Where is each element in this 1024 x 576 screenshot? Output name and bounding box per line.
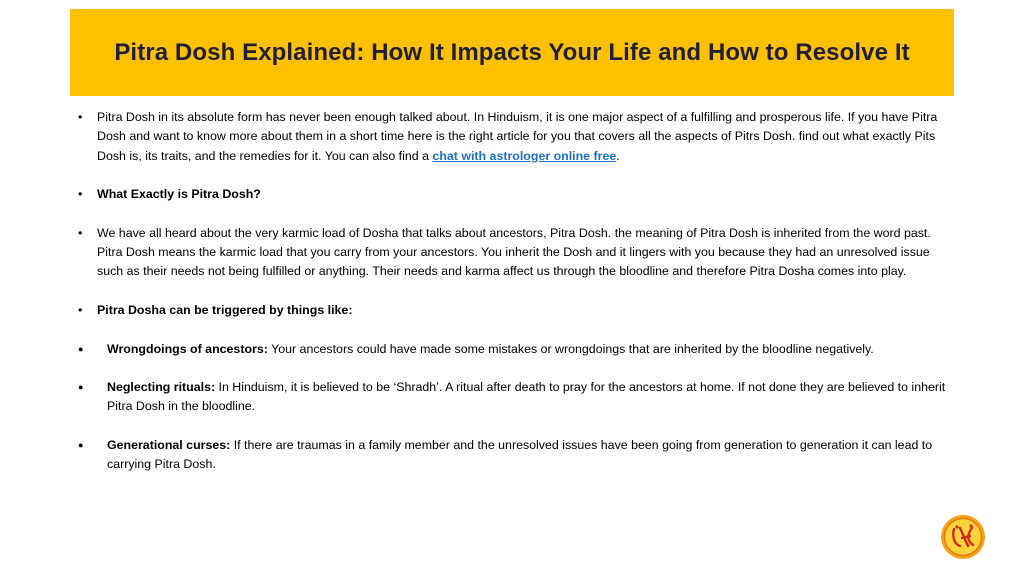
page-title: Pitra Dosh Explained: How It Impacts Your Life and How to Resolve It	[114, 38, 910, 66]
bullet-marker: •	[78, 302, 83, 317]
heading-what-is	[78, 185, 950, 204]
heading-triggers	[78, 301, 950, 320]
bullet-marker: •	[78, 110, 83, 124]
slide-content	[78, 108, 950, 475]
intro-paragraph	[78, 108, 950, 166]
trigger-item	[78, 436, 950, 475]
sub-bullet-marker: ●	[78, 343, 84, 354]
bullet-marker: •	[78, 187, 83, 202]
heading-triggers-text: Pitra Dosha can be triggered by things like:	[97, 302, 353, 317]
meaning-paragraph	[78, 224, 950, 282]
trigger-item	[78, 378, 950, 417]
trigger-text: Your ancestors could have made some mistakes or wrongdoings that are inherited by the bloodline negatively.	[267, 341, 874, 356]
intro-text: Pitra Dosh in its absolute form has never been enough talked about. In Hinduism, it is one major aspect of a fulfilling and prosperous life. If you have Pitra Dosh and want to know more about them in a short time here is the right article for you that covers all the aspects of Pitrs Dosh. find out what exactly Pits Dosh is, its traits, and the remedies for it. You can also find a	[97, 110, 938, 163]
trigger-label: Generational curses:	[107, 438, 231, 453]
intro-text-end: .	[616, 148, 620, 163]
heading-what-is-text: What Exactly is Pitra Dosh?	[97, 187, 261, 202]
chat-astrologer-link[interactable]: chat with astrologer online free	[432, 148, 617, 163]
astrology-logo-icon	[940, 514, 986, 560]
title-banner	[70, 9, 954, 96]
trigger-label: Wrongdoings of ancestors:	[107, 341, 268, 356]
trigger-text: In Hinduism, it is believed to be ‘Shradh’. A ritual after death to pray for the ancestors at home. If not done they are believed to inherit Pitra Dosh in the bloodline.	[107, 380, 946, 414]
sub-bullet-marker: ●	[78, 382, 84, 393]
trigger-item	[78, 340, 950, 359]
bullet-marker: •	[78, 225, 83, 240]
trigger-text: If there are traumas in a family member and the unresolved issues have been going from generation to generation it can lead to carrying Pitra Dosh.	[107, 438, 933, 472]
trigger-label: Neglecting rituals:	[107, 380, 216, 395]
meaning-text: We have all heard about the very karmic load of Dosha that talks about ancestors, Pitra Dosh. the meaning of Pitra Dosh is inherited from the word past. Pitra Dosh means the karmic load that you carry from your ancestors. You inherit the Dosh and it lingers with you because they had an unresolved issue such as their needs not being fulfilled or anything. Their needs and karma affect us through the bloodline and therefore Pitra Dosha comes into play.	[97, 225, 931, 279]
sub-bullet-marker: ●	[78, 440, 84, 451]
